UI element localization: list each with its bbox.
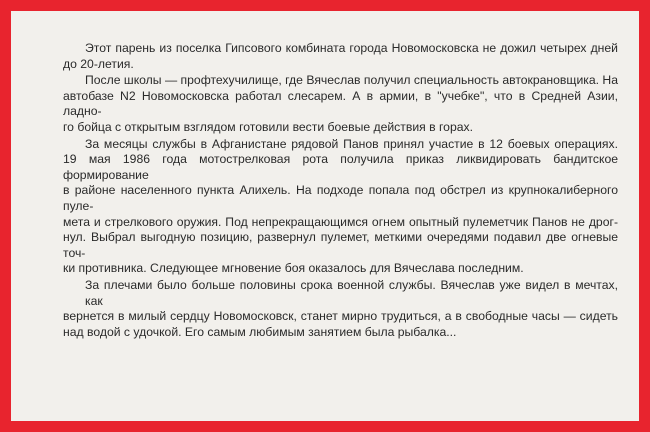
text-line: над водой с удочкой. Его самым любимым занятием была рыбалка... — [63, 324, 457, 339]
text-line: После школы — профтехучилище, где Вячеслав получил специальность автокрановщика. На — [85, 73, 618, 88]
text-line: вернется в милый сердцу Новомосковск, станет мирно трудиться, а в свободные часы — сидеть — [63, 309, 618, 324]
text-line: нул. Выбрал выгодную позицию, развернул пулемет, меткими очередями подавил две огневые точ- — [63, 230, 618, 260]
text-line: автобазе N2 Новомосковска работал слесарем. А в армии, в "учебке", что в Средней Азии, ладно- — [63, 88, 618, 119]
document-page — [11, 11, 639, 421]
text-line: до 20-летия. — [63, 56, 134, 71]
text-line: 19 мая 1986 года мотострелковая рота получила приказ ликвидировать бандитское формирование — [63, 152, 618, 182]
text-line: За месяцы службы в Афганистане рядовой Панов принял участие в 12 боевых операциях. — [85, 136, 618, 151]
text-line: мета и стрелкового оружия. Под непрекращающимся огнем опытный пулеметчик Панов не дрог- — [63, 214, 618, 229]
text-line: в районе населенного пункта Алихель. На подходе попала под обстрел из крупнокалиберного пуле- — [63, 183, 618, 213]
text-line: За плечами было больше половины срока военной службы. Вячеслав уже видел в мечтах, как — [85, 277, 618, 308]
text-line: ки противника. Следующее мгновение боя оказалось для Вячеслава последним. — [63, 261, 524, 276]
article-text — [63, 41, 618, 340]
text-line: Этот парень из поселка Гипсового комбината города Новомосковска не дожил четырех дней — [85, 41, 618, 55]
text-line: го бойца с открытым взглядом готовили вести боевые действия в горах. — [63, 119, 473, 134]
